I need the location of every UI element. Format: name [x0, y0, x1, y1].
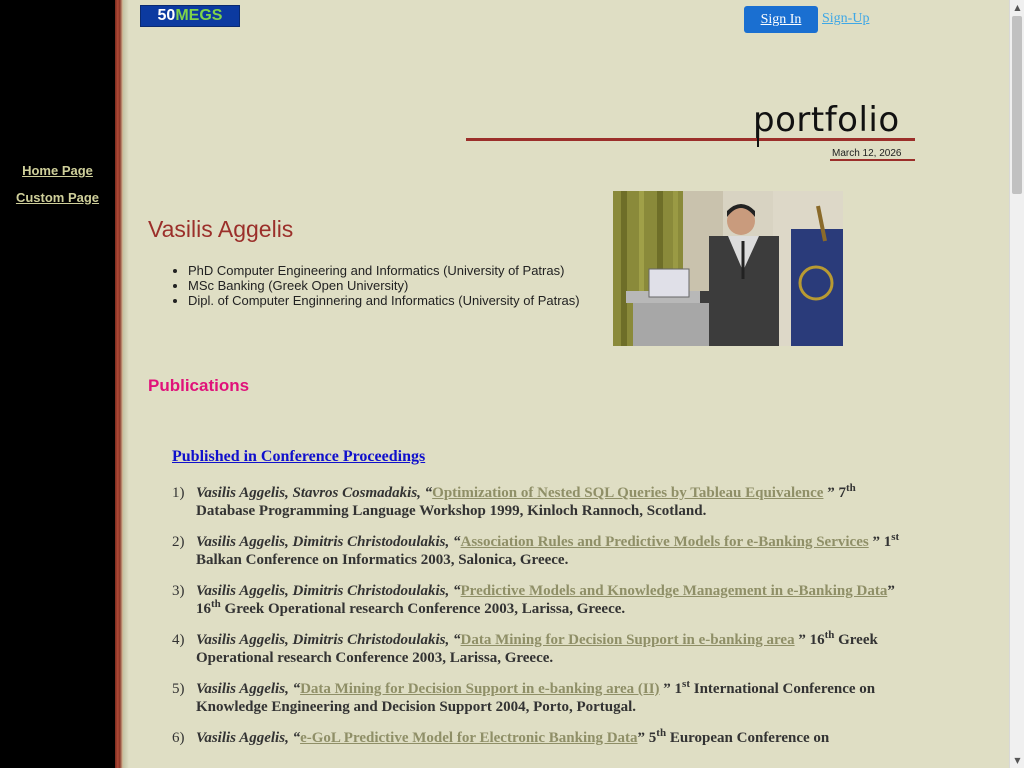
publication-number: 1) — [172, 485, 185, 501]
publication-item — [172, 484, 912, 520]
publication-quote: ” — [659, 681, 675, 697]
publication-authors: Vasilis Aggelis, Dimitris Christodoulakis — [196, 534, 446, 550]
publication-ordinal: 5 — [648, 730, 657, 746]
scroll-up-arrow-icon[interactable]: ▲ — [1014, 3, 1021, 12]
sidebar-item-custom-page[interactable]: Custom Page — [15, 190, 100, 205]
logo-word: MEGS — [175, 7, 223, 24]
publication-separator: , “ — [285, 681, 301, 697]
publication-venue: Database Programming Language Workshop 1999, Kinloch Rannoch, Scotland. — [196, 503, 707, 519]
publication-ordinal-suffix: st — [891, 531, 900, 543]
vertical-scrollbar[interactable] — [1009, 0, 1024, 768]
publication-quote: ” — [794, 632, 810, 648]
publication-number: 4) — [172, 632, 185, 648]
sign-up-link[interactable]: Sign-Up — [822, 11, 870, 26]
publication-list — [172, 484, 912, 760]
date-underline — [830, 159, 915, 161]
logo-number: 50 — [157, 7, 176, 24]
speaker-photo-image — [613, 191, 843, 346]
degree-item: • Dipl. of Computer Enginnering and Informatics (University of Patras) — [188, 293, 580, 308]
publication-venue: Greek Operational research Conference 2003, Larissa, Greece. — [220, 601, 626, 617]
publication-item — [172, 582, 912, 618]
sidebar-item-home-page[interactable]: Home Page — [22, 163, 93, 178]
publication-venue: European Conference on — [666, 730, 830, 746]
degree-item: • MSc Banking (Greek Open University) — [188, 278, 580, 293]
publication-number: 6) — [172, 730, 185, 746]
publications-heading: Publications — [148, 376, 250, 395]
publication-item — [172, 680, 912, 716]
publication-separator: , “ — [445, 583, 461, 599]
publication-title-link[interactable]: Optimization of Nested SQL Queries by Tableau Equivalence — [432, 485, 824, 501]
publication-ordinal-suffix: th — [656, 727, 667, 739]
publication-authors: Vasilis Aggelis — [196, 730, 286, 746]
publication-authors: Vasilis Aggelis, Stavros Cosmadakis — [196, 485, 418, 501]
publication-ordinal: 7 — [838, 485, 846, 501]
publication-quote: ” — [868, 534, 884, 550]
publication-authors: Vasilis Aggelis, Dimitris Christodoulakis — [196, 632, 446, 648]
publication-ordinal-suffix: th — [845, 482, 856, 494]
publication-authors: Vasilis Aggelis — [196, 681, 286, 697]
publication-ordinal: 1 — [883, 534, 892, 550]
publication-venue: International Conference on Knowledge Engineering and Decision Support 2004, Porto, Portugal. — [196, 681, 876, 715]
degree-list — [148, 263, 580, 308]
left-sidebar — [0, 0, 115, 768]
publication-ordinal: 16 — [809, 632, 825, 648]
publication-quote: ” — [887, 583, 895, 599]
publication-quote: ” — [823, 485, 839, 501]
profile-name: Vasilis Aggelis — [148, 216, 294, 242]
conference-proceedings-link[interactable]: Published in Conference Proceedings — [172, 448, 426, 465]
publication-number: 2) — [172, 534, 185, 550]
scroll-down-arrow-icon[interactable]: ▼ — [1014, 756, 1021, 765]
publication-item — [172, 533, 912, 569]
publication-separator: , “ — [445, 632, 461, 648]
publication-ordinal-suffix: st — [682, 678, 690, 690]
publication-title-link[interactable]: e-GoL Predictive Model for Electronic Banking Data — [300, 730, 638, 746]
publication-ordinal-suffix: th — [211, 598, 221, 610]
profile-photo — [613, 191, 843, 346]
publication-item — [172, 729, 912, 747]
publication-quote: ” — [637, 730, 649, 746]
publication-number: 3) — [172, 583, 185, 599]
publication-authors: Vasilis Aggelis, Dimitris Christodoulakis — [196, 583, 446, 599]
banner-date: March 12, 2026 — [832, 148, 902, 159]
banner-title: portfolio — [753, 100, 900, 140]
publication-title-link[interactable]: Predictive Models and Knowledge Management in e-Banking Data — [460, 583, 888, 599]
publication-venue: Balkan Conference on Informatics 2003, Salonica, Greece. — [196, 552, 569, 568]
publication-number: 5) — [172, 681, 185, 697]
publication-title-link[interactable]: Association Rules and Predictive Models for e-Banking Services — [460, 534, 869, 550]
publication-ordinal: 1 — [674, 681, 683, 697]
publication-ordinal: 16 — [196, 601, 211, 617]
site-logo[interactable] — [140, 5, 240, 27]
publication-separator: , “ — [445, 534, 461, 550]
degree-item: • PhD Computer Engineering and Informatics (University of Patras) — [188, 263, 580, 278]
scrollbar-thumb[interactable] — [1012, 16, 1022, 194]
publication-title-link[interactable]: Data Mining for Decision Support in e-banking area — [460, 632, 795, 648]
decorative-border — [115, 0, 123, 768]
sidebar-nav — [0, 163, 115, 217]
publication-venue: Greek Operational research Conference 2003, Larissa, Greece. — [196, 632, 878, 666]
sign-in-button[interactable]: Sign In — [744, 6, 818, 33]
publication-ordinal-suffix: th — [824, 629, 835, 641]
publication-separator: , “ — [285, 730, 301, 746]
publication-item — [172, 631, 912, 667]
publication-title-link[interactable]: Data Mining for Decision Support in e-banking area (II) — [300, 681, 660, 697]
border-shadow — [123, 0, 129, 768]
publication-separator: , “ — [417, 485, 433, 501]
